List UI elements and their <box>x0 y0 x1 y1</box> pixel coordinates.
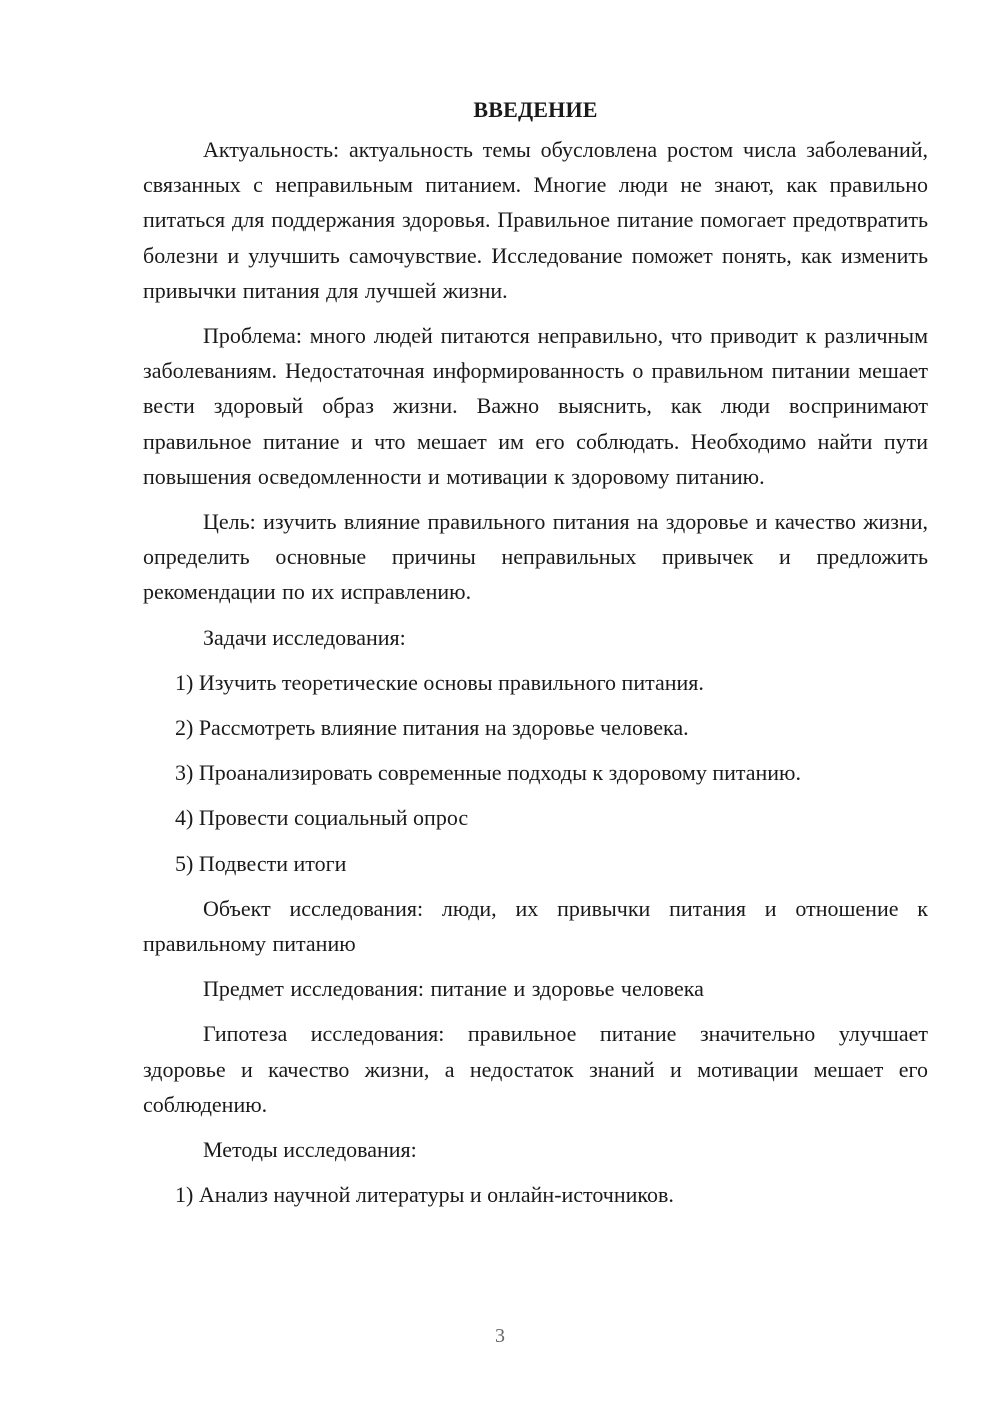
object-paragraph: Объект исследования: люди, их привычки питания и отношение к правильному питанию <box>143 895 928 957</box>
methods-heading: Методы исследования: <box>203 1137 417 1163</box>
subject-paragraph: Предмет исследования: питание и здоровье человека <box>203 976 704 1002</box>
methods-list <box>143 1177 928 1212</box>
task-item: 3) Проанализировать современные подходы к здоровому питанию. <box>175 760 801 786</box>
method-item: 1) Анализ научной литературы и онлайн-источников. <box>175 1182 674 1208</box>
document-page <box>143 92 928 1222</box>
task-item: 2) Рассмотреть влияние питания на здоровье человека. <box>175 715 689 741</box>
task-item: 4) Провести социальный опрос <box>175 805 469 831</box>
problem-paragraph: Проблема: много людей питаются неправильно, что приводит к различным заболеваниям. Недостаточная информированность о правильном питании мешает вести здоровый образ жизни. Важно выяснить, как люди воспринимают правильное питание и что мешает им его соблюдать. Необходимо найти пути повышения осведомленности и мотивации к здоровому питанию. <box>143 323 928 489</box>
goal-paragraph: Цель: изучить влияние правильного питания на здоровье и качество жизни, определить основные причины неправильных привычек и предложить рекомендации по их исправлению. <box>143 509 928 605</box>
page-number: 3 <box>495 1325 505 1347</box>
task-item: 5) Подвести итоги <box>175 850 347 876</box>
section-title: ВВЕДЕНИЕ <box>473 97 598 122</box>
relevance-paragraph: Актуальность: актуальность темы обусловлена ростом числа заболеваний, связанных с неправильным питанием. Многие люди не знают, как правильно питаться для поддержания здоровья. Правильное питание помогает предотвратить болезни и улучшить самочувствие. Исследование поможет понять, как изменить привычки питания для лучшей жизни. <box>143 137 928 303</box>
tasks-list <box>143 665 928 881</box>
hypothesis-paragraph: Гипотеза исследования: правильное питание значительно улучшает здоровье и качество жизни, а недостаток знаний и мотивации мешает его соблюдению. <box>143 1021 928 1117</box>
tasks-heading: Задачи исследования: <box>203 624 406 650</box>
task-item: 1) Изучить теоретические основы правильного питания. <box>175 669 704 695</box>
